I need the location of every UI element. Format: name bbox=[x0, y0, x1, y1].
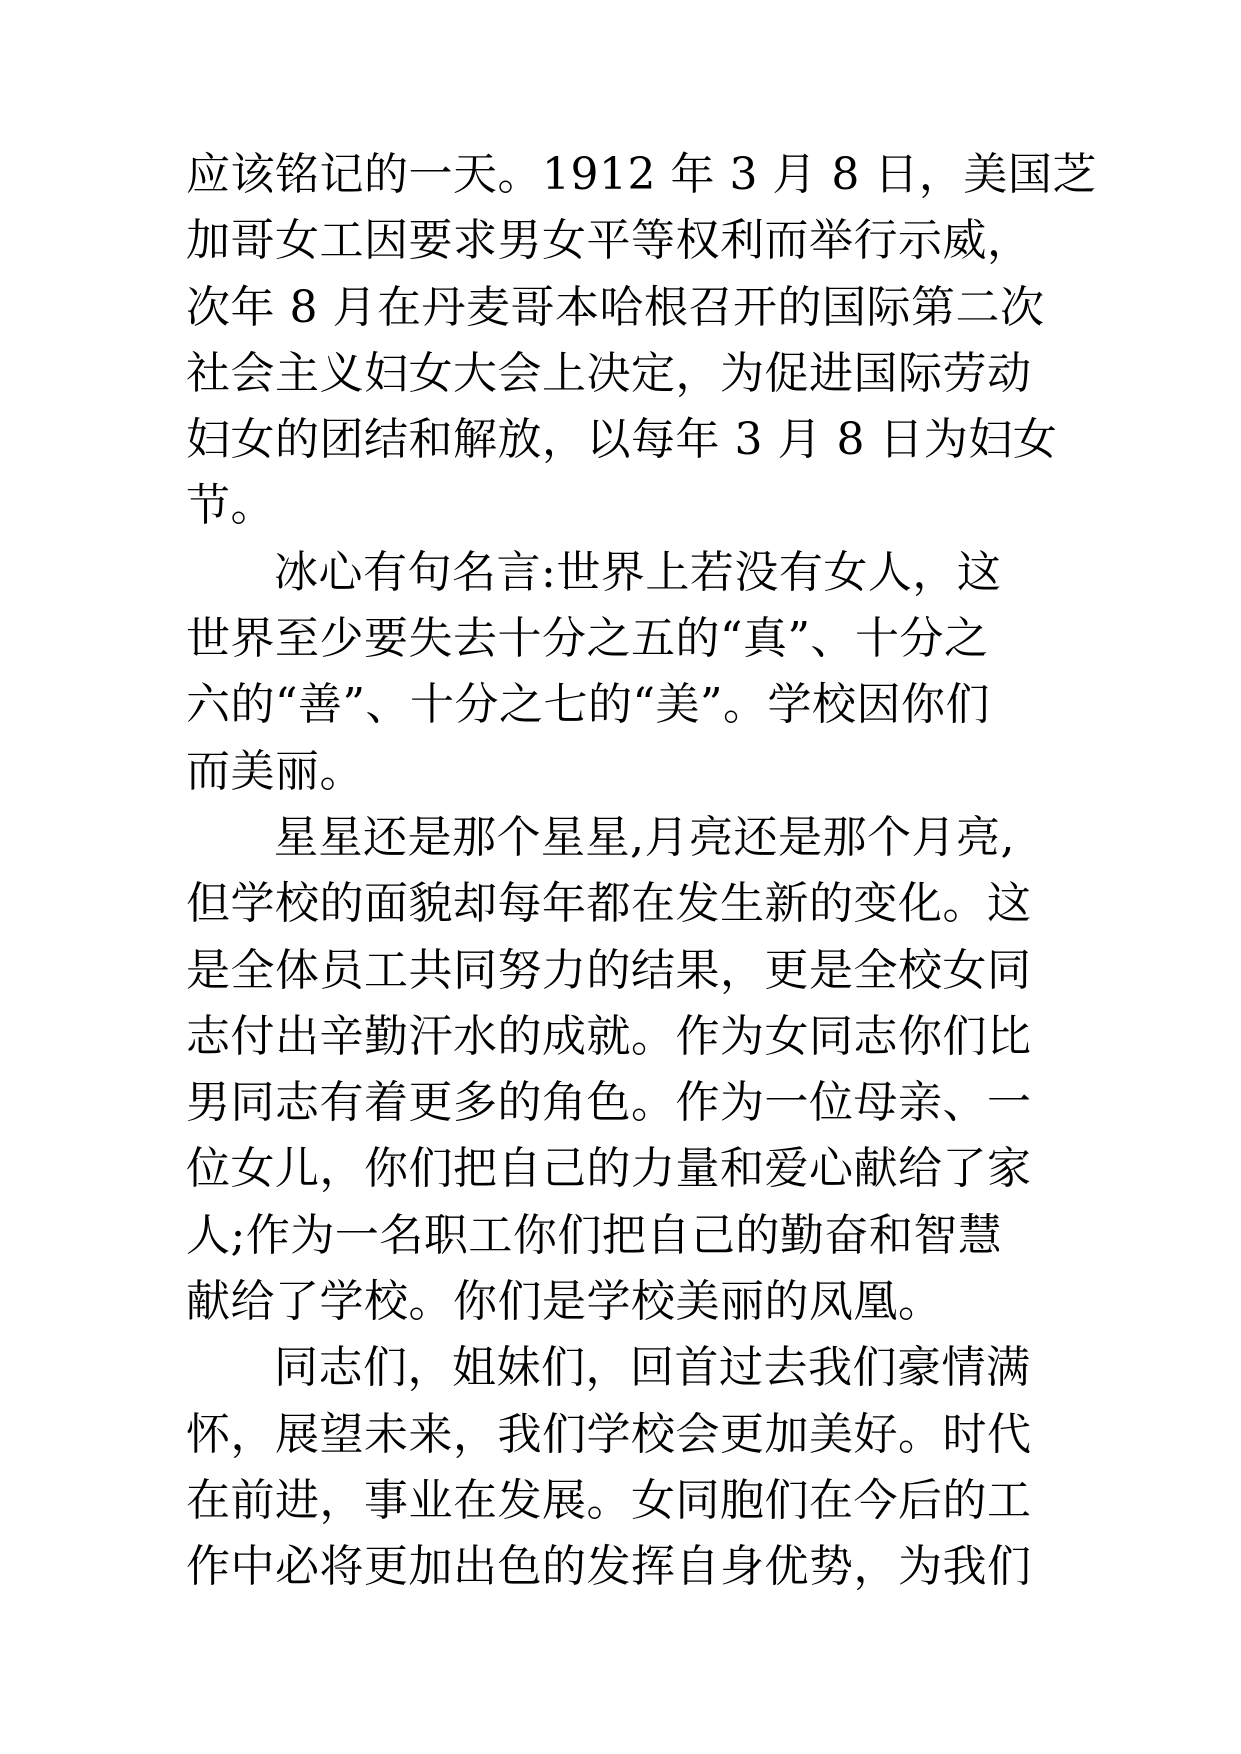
text-line: 次年 8 月在丹麦哥本哈根召开的国际第二次 bbox=[186, 281, 1045, 333]
text-line: 男同志有着更多的角色。作为一位母亲、一 bbox=[186, 1077, 1032, 1129]
text-line: 六的“善”、十分之七的“美”。学校因你们 bbox=[186, 679, 990, 731]
text-line: 作中必将更加出色的发挥自身优势，为我们 bbox=[186, 1541, 1032, 1593]
text-line: 加哥女工因要求男女平等权利而举行示威， bbox=[186, 215, 1032, 267]
text-line: 应该铭记的一天。1912 年 3 月 8 日，美国芝 bbox=[186, 149, 1097, 200]
text-line: 献给了学校。你们是学校美丽的凤凰。 bbox=[186, 1276, 943, 1328]
text-line: 但学校的面貌却每年都在发生新的变化。这 bbox=[186, 878, 1032, 930]
text-line: 在前进，事业在发展。女同胞们在今后的工 bbox=[186, 1474, 1032, 1526]
document-body bbox=[186, 142, 1097, 1601]
paragraph-first-line: 同志们，姐妹们，回首过去我们豪情满 bbox=[274, 1342, 1031, 1394]
paragraph-first-line: 星星还是那个星星,月亮还是那个月亮, bbox=[274, 811, 1015, 863]
text-line: 人;作为一名职工你们把自己的勤奋和智慧 bbox=[186, 1209, 1003, 1261]
paragraph-first-line: 冰心有句名言:世界上若没有女人，这 bbox=[274, 546, 1002, 598]
text-line: 位女儿，你们把自己的力量和爱心献给了家 bbox=[186, 1143, 1032, 1195]
text-line: 怀，展望未来，我们学校会更加美好。时代 bbox=[186, 1408, 1032, 1460]
text-line: 是全体员工共同努力的结果，更是全校女同 bbox=[186, 944, 1032, 996]
text-line: 社会主义妇女大会上决定，为促进国际劳动 bbox=[186, 347, 1032, 399]
text-line: 世界至少要失去十分之五的“真”、十分之 bbox=[186, 613, 989, 665]
text-line: 妇女的团结和解放，以每年 3 月 8 日为妇女 bbox=[186, 414, 1058, 466]
text-line: 节。 bbox=[186, 480, 275, 532]
text-line: 而美丽。 bbox=[186, 745, 364, 797]
text-line: 志付出辛勤汗水的成就。作为女同志你们比 bbox=[186, 1010, 1032, 1062]
